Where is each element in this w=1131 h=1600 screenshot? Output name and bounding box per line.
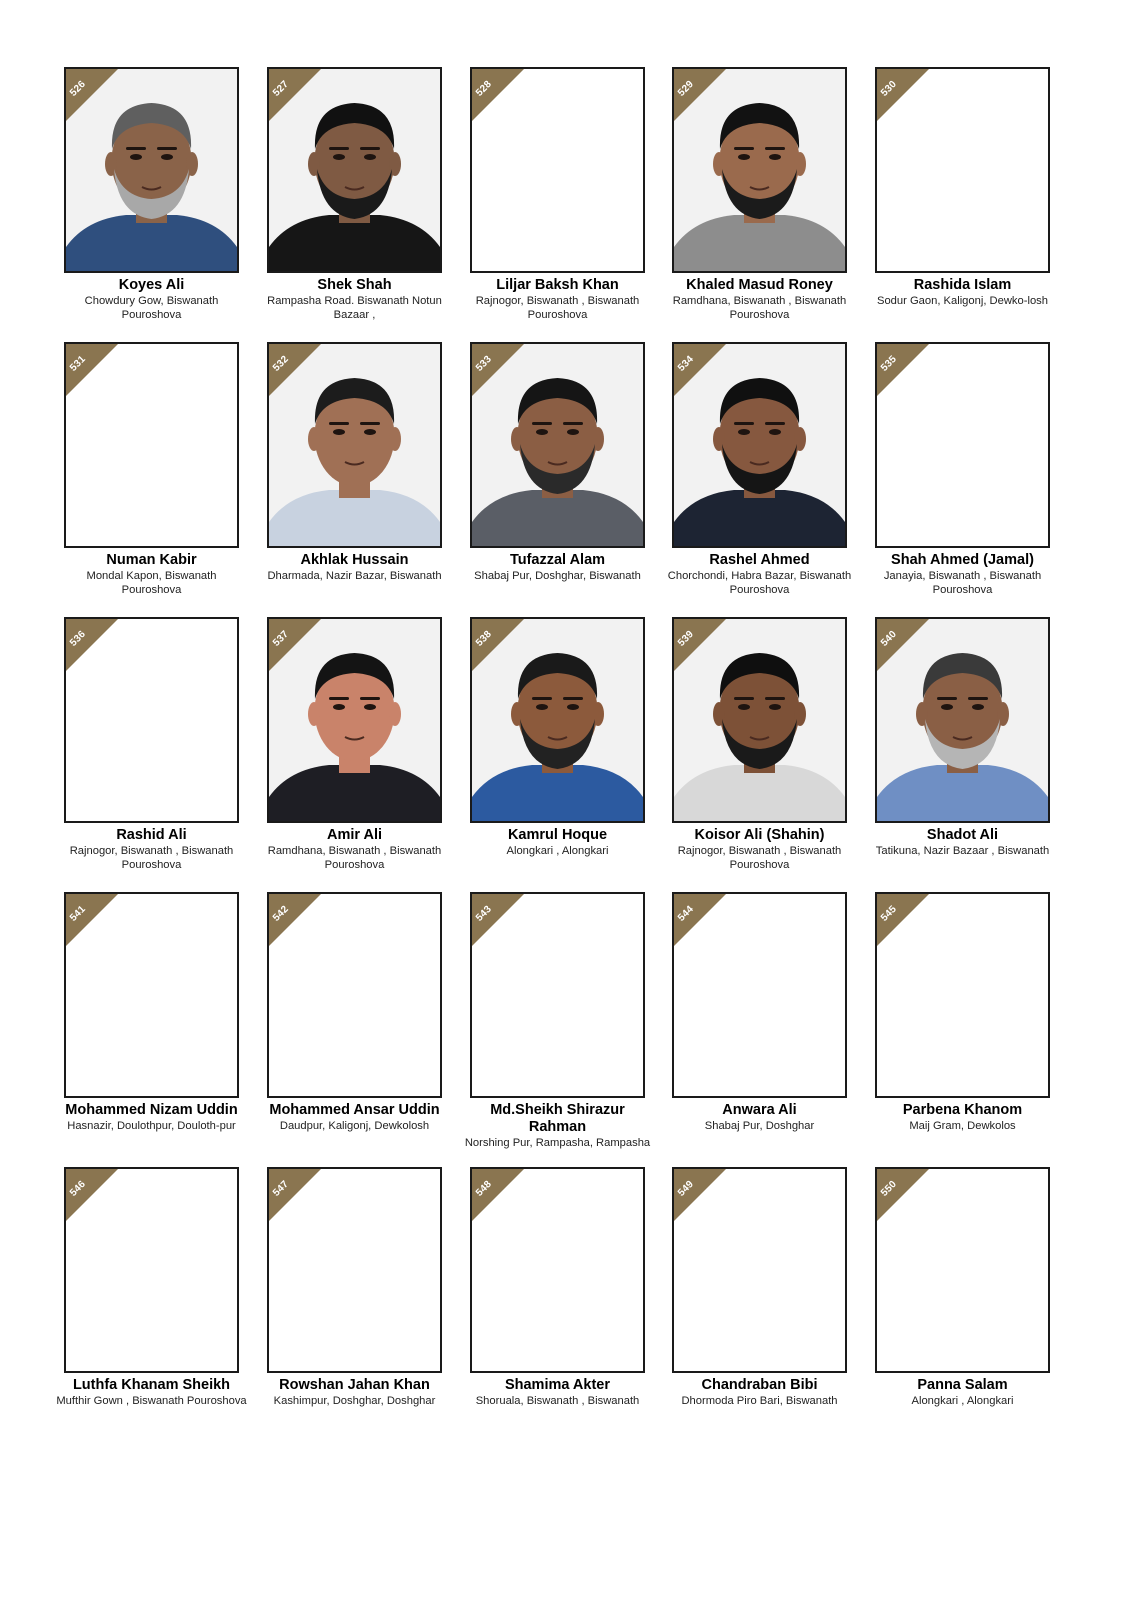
photo-frame: [267, 892, 442, 1098]
member-address: Mondal Kapon, Biswanath Pouroshova: [86, 570, 217, 596]
member-address: Rampasha Road. Biswanath Notun Bazaar ,: [267, 295, 442, 321]
member-card: [56, 1167, 247, 1427]
photo-frame: [470, 892, 645, 1098]
member-name: Numan Kabir: [106, 552, 197, 568]
number-corner-tab: [64, 1167, 122, 1225]
member-card: [267, 892, 442, 1152]
member-name: Parbena Khanom: [902, 1102, 1023, 1118]
member-card: [875, 617, 1050, 877]
photo-frame: [64, 342, 239, 548]
member-card: [875, 342, 1050, 602]
member-card: [464, 892, 651, 1152]
member-card: [267, 617, 442, 877]
member-address: Maij Gram, Dewkolos: [909, 1120, 1016, 1132]
number-corner-tab: [267, 67, 325, 125]
photo-frame: [875, 1167, 1050, 1373]
member-number: 536: [68, 628, 89, 649]
member-card: [267, 342, 442, 602]
member-card: [672, 617, 847, 877]
member-number: 546: [68, 1178, 89, 1199]
member-address: Shabaj Pur, Doshghar, Biswanath: [474, 570, 641, 582]
member-card: [64, 67, 239, 327]
member-number: 542: [271, 903, 292, 924]
number-corner-tab: [267, 342, 325, 400]
member-name: Mohammed Ansar Uddin: [269, 1102, 440, 1118]
member-name: Amir Ali: [326, 827, 383, 843]
number-corner-tab: [875, 342, 933, 400]
member-card: [470, 1167, 645, 1427]
photo-frame: [470, 617, 645, 823]
photo-frame: [875, 67, 1050, 273]
member-address: Chorchondi, Habra Bazar, Biswanath Pouroshova: [667, 570, 852, 596]
number-corner-tab: [672, 67, 730, 125]
number-corner-tab: [672, 342, 730, 400]
member-card: [267, 67, 442, 327]
member-name: Mohammed Nizam Uddin: [65, 1102, 238, 1118]
member-address: Rajnogor, Biswanath , Biswanath Pouroshova: [475, 295, 640, 321]
member-number: 541: [68, 903, 89, 924]
member-name: Anwara Ali: [722, 1102, 797, 1118]
member-address: Shabaj Pur, Doshghar: [704, 1120, 815, 1132]
member-name: Rashel Ahmed: [709, 552, 810, 568]
number-corner-tab: [64, 892, 122, 950]
member-name: Koyes Ali: [118, 277, 185, 293]
member-card: [64, 342, 239, 602]
number-corner-tab: [875, 67, 933, 125]
member-card: [875, 67, 1050, 327]
number-corner-tab: [64, 617, 122, 675]
member-number: 535: [879, 353, 900, 374]
member-name: Shamima Akter: [504, 1377, 611, 1393]
member-number: 528: [474, 78, 495, 99]
member-address: Janayia, Biswanath , Biswanath Pouroshova: [883, 570, 1042, 596]
member-number: 550: [879, 1178, 900, 1199]
number-corner-tab: [470, 342, 528, 400]
member-number: 527: [271, 78, 292, 99]
number-corner-tab: [875, 892, 933, 950]
member-address: Tatikuna, Nazir Bazaar , Biswanath: [875, 845, 1050, 857]
photo-frame: [875, 342, 1050, 548]
photo-frame: [267, 342, 442, 548]
member-name: Rashida Islam: [913, 277, 1012, 293]
member-card: [875, 1167, 1050, 1427]
photo-frame: [672, 1167, 847, 1373]
member-address: Chowdury Gow, Biswanath Pouroshova: [84, 295, 219, 321]
member-card: [64, 892, 239, 1152]
member-name: Panna Salam: [917, 1377, 1008, 1393]
number-corner-tab: [267, 617, 325, 675]
member-card: [470, 67, 645, 327]
member-number: 537: [271, 628, 292, 649]
member-address: Dhormoda Piro Bari, Biswanath: [681, 1395, 838, 1407]
member-number: 532: [271, 353, 292, 374]
member-name: Tufazzal Alam: [509, 552, 606, 568]
member-number: 548: [474, 1178, 495, 1199]
member-number: 531: [68, 353, 89, 374]
number-corner-tab: [470, 67, 528, 125]
photo-frame: [64, 1167, 239, 1373]
member-address: Shoruala, Biswanath , Biswanath: [475, 1395, 640, 1407]
photo-frame: [672, 342, 847, 548]
number-corner-tab: [875, 617, 933, 675]
member-name: Khaled Masud Roney: [686, 277, 833, 293]
number-corner-tab: [267, 892, 325, 950]
member-card: [875, 892, 1050, 1152]
member-card: [672, 67, 847, 327]
member-number: 547: [271, 1178, 292, 1199]
member-address: Alongkari , Alongkari: [911, 1395, 1014, 1407]
number-corner-tab: [470, 892, 528, 950]
photo-frame: [64, 617, 239, 823]
member-card: [672, 892, 847, 1152]
member-card: [470, 342, 645, 602]
member-name: Md.Sheikh Shirazur Rahman: [490, 1102, 625, 1135]
member-address: Kashimpur, Doshghar, Doshghar: [273, 1395, 436, 1407]
member-card: [667, 342, 852, 602]
member-address: Mufthir Gown , Biswanath Pouroshova: [56, 1395, 247, 1407]
member-number: 540: [879, 628, 900, 649]
member-card: [64, 617, 239, 877]
number-corner-tab: [875, 1167, 933, 1225]
number-corner-tab: [672, 1167, 730, 1225]
photo-frame: [875, 617, 1050, 823]
member-name: Kamrul Hoque: [507, 827, 608, 843]
photo-frame: [672, 67, 847, 273]
photo-frame: [875, 892, 1050, 1098]
photo-frame: [64, 67, 239, 273]
number-corner-tab: [672, 617, 730, 675]
photo-frame: [672, 892, 847, 1098]
photo-frame: [267, 67, 442, 273]
member-address: Ramdhana, Biswanath , Biswanath Pouroshova: [267, 845, 442, 871]
member-card: [672, 1167, 847, 1427]
member-number: 544: [676, 903, 697, 924]
photo-frame: [64, 892, 239, 1098]
member-address: Ramdhana, Biswanath , Biswanath Pouroshova: [672, 295, 847, 321]
member-address: Alongkari , Alongkari: [506, 845, 609, 857]
member-number: 530: [879, 78, 900, 99]
photo-frame: [470, 1167, 645, 1373]
number-corner-tab: [470, 1167, 528, 1225]
member-number: 543: [474, 903, 495, 924]
member-number: 549: [676, 1178, 697, 1199]
photo-frame: [267, 617, 442, 823]
member-name: Shek Shah: [317, 277, 392, 293]
member-address: Rajnogor, Biswanath , Biswanath Pouroshova: [69, 845, 234, 871]
photo-frame: [470, 67, 645, 273]
member-number: 529: [676, 78, 697, 99]
member-name: Koisor Ali (Shahin): [694, 827, 825, 843]
member-number: 539: [676, 628, 697, 649]
number-corner-tab: [470, 617, 528, 675]
member-address: Norshing Pur, Rampasha, Rampasha: [464, 1137, 651, 1149]
photo-frame: [470, 342, 645, 548]
member-number: 545: [879, 903, 900, 924]
photo-frame: [672, 617, 847, 823]
number-corner-tab: [64, 67, 122, 125]
member-address: Sodur Gaon, Kaligonj, Dewko-losh: [876, 295, 1048, 307]
number-corner-tab: [267, 1167, 325, 1225]
member-number: 526: [68, 78, 89, 99]
member-card: [267, 1167, 442, 1427]
member-name: Liljar Baksh Khan: [496, 277, 619, 293]
member-address: Hasnazir, Doulothpur, Douloth-pur: [67, 1120, 236, 1132]
member-name: Akhlak Hussain: [300, 552, 409, 568]
member-name: Rashid Ali: [116, 827, 187, 843]
member-name: Luthfa Khanam Sheikh: [72, 1377, 231, 1393]
member-address: Rajnogor, Biswanath , Biswanath Pouroshova: [677, 845, 842, 871]
member-number: 533: [474, 353, 495, 374]
member-name: Chandraban Bibi: [701, 1377, 818, 1393]
number-corner-tab: [672, 892, 730, 950]
member-card: [470, 617, 645, 877]
member-name: Rowshan Jahan Khan: [279, 1377, 430, 1393]
photo-frame: [267, 1167, 442, 1373]
member-name: Shadot Ali: [926, 827, 999, 843]
member-address: Daudpur, Kaligonj, Dewkolosh: [279, 1120, 430, 1132]
member-name: Shah Ahmed (Jamal): [891, 552, 1034, 568]
member-number: 538: [474, 628, 495, 649]
member-number: 534: [676, 353, 697, 374]
number-corner-tab: [64, 342, 122, 400]
member-address: Dharmada, Nazir Bazar, Biswanath: [267, 570, 442, 582]
